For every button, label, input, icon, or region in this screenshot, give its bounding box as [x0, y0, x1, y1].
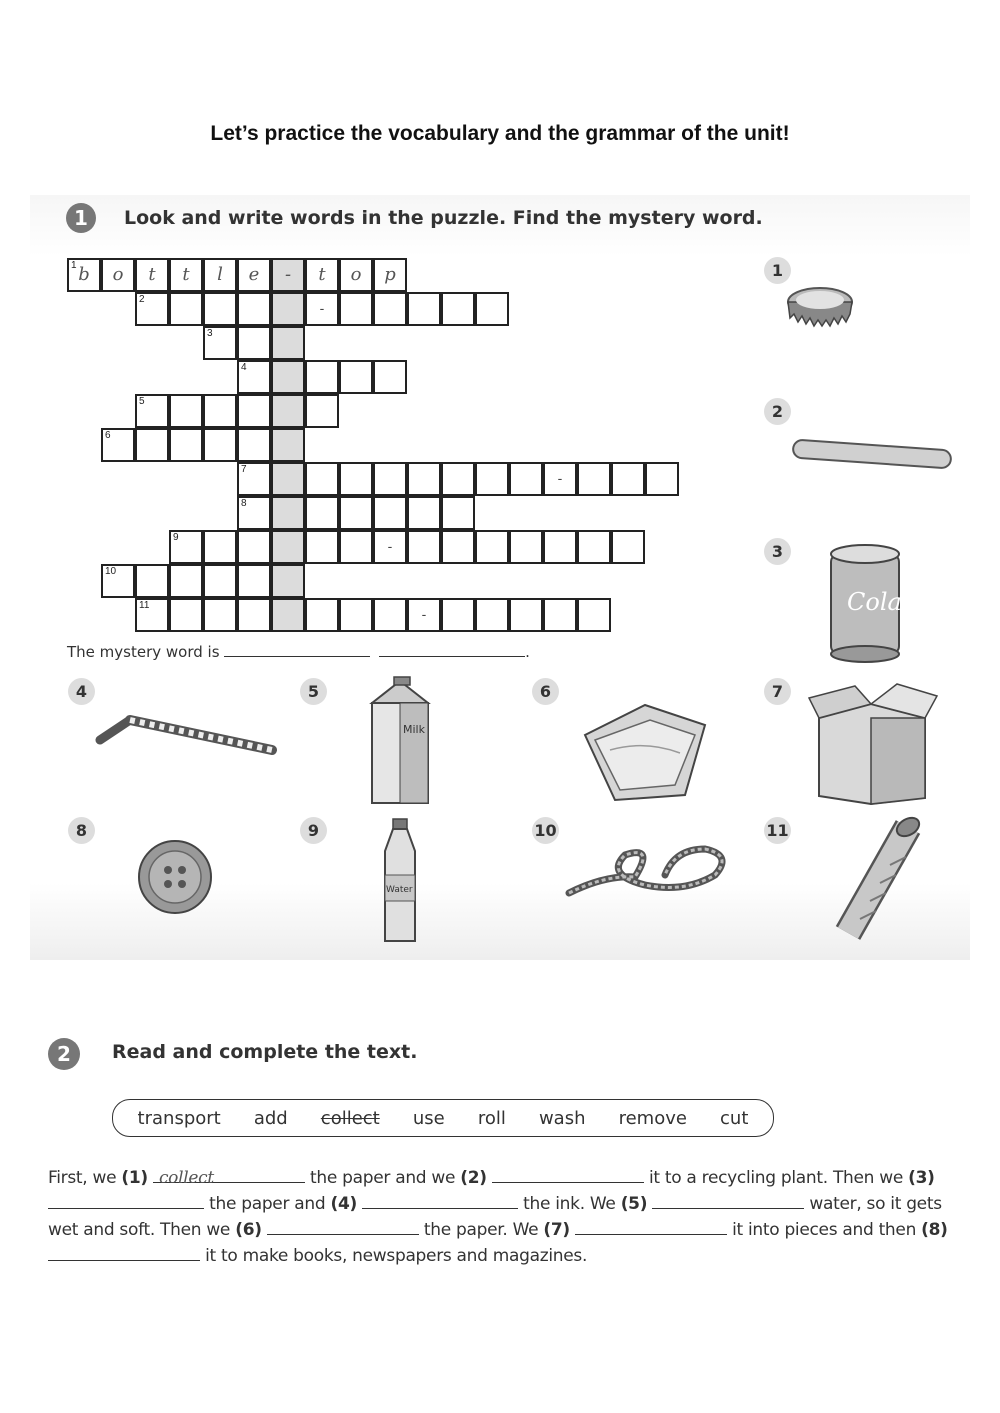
cardboard-box-icon: [805, 678, 940, 808]
clue-number: 11: [139, 600, 150, 611]
hyphen-mark: -: [319, 300, 325, 316]
word-bank-item-used: collect: [320, 1107, 380, 1129]
crossword-cell[interactable]: [441, 598, 475, 632]
crossword-cell[interactable]: [135, 598, 169, 632]
answer-letter: t: [318, 264, 326, 285]
exercise-2-badge: 2: [48, 1038, 80, 1070]
mystery-word-label: The mystery word is: [67, 643, 220, 661]
crossword-cell[interactable]: [271, 428, 305, 462]
lolly-stick-icon: [790, 437, 955, 477]
word-bank-item: wash: [538, 1107, 586, 1129]
crossword-cell[interactable]: [135, 292, 169, 326]
crossword-cell[interactable]: [373, 360, 407, 394]
answer-letter: o: [350, 264, 362, 285]
crossword-cell[interactable]: [373, 598, 407, 632]
crossword-cell[interactable]: [475, 462, 509, 496]
crossword-cell[interactable]: [339, 530, 373, 564]
crossword-cell[interactable]: [169, 258, 203, 292]
answer-letter: o: [112, 264, 124, 285]
svg-text:Water: Water: [386, 885, 413, 895]
crossword-cell[interactable]: [203, 598, 237, 632]
rope-icon: [565, 835, 735, 905]
crossword-cell[interactable]: [135, 564, 169, 598]
crossword-cell[interactable]: [373, 496, 407, 530]
crossword-cell[interactable]: [407, 462, 441, 496]
crossword-cell[interactable]: [577, 462, 611, 496]
crossword-cell[interactable]: [271, 360, 305, 394]
crossword-cell[interactable]: [407, 530, 441, 564]
crossword-cell[interactable]: [339, 360, 373, 394]
exercise-2-instruction: Read and complete the text.: [112, 1041, 418, 1063]
crossword-cell[interactable]: [271, 598, 305, 632]
answer-letter: l: [217, 264, 223, 285]
crossword-cell[interactable]: [509, 530, 543, 564]
crossword-cell[interactable]: [305, 530, 339, 564]
crossword-cell[interactable]: [237, 292, 271, 326]
crossword-cell[interactable]: [237, 564, 271, 598]
crossword-cell[interactable]: [271, 462, 305, 496]
crossword-cell[interactable]: [475, 292, 509, 326]
crossword-cell[interactable]: [237, 462, 271, 496]
drinking-straw-icon: [90, 710, 280, 770]
crossword-cell[interactable]: [339, 598, 373, 632]
crossword-cell[interactable]: [203, 428, 237, 462]
crossword-cell[interactable]: [305, 394, 339, 428]
clue-number: 6: [105, 430, 111, 441]
crossword-cell[interactable]: [271, 292, 305, 326]
crossword-cell[interactable]: [475, 530, 509, 564]
crossword-cell[interactable]: [509, 462, 543, 496]
crossword-cell[interactable]: [135, 428, 169, 462]
crossword-cell[interactable]: [237, 496, 271, 530]
drink-can-icon: [825, 540, 905, 665]
crossword-cell[interactable]: [237, 428, 271, 462]
crossword-cell[interactable]: [135, 258, 169, 292]
crossword-cell[interactable]: [339, 292, 373, 326]
clue-number: 2: [139, 294, 145, 305]
crossword-cell[interactable]: [169, 394, 203, 428]
crossword-cell[interactable]: [203, 564, 237, 598]
crossword-cell[interactable]: [203, 394, 237, 428]
crossword-cell[interactable]: [237, 394, 271, 428]
crossword-cell[interactable]: [169, 530, 203, 564]
crossword-cell[interactable]: [543, 598, 577, 632]
crossword-cell[interactable]: [441, 292, 475, 326]
answer-letter: p: [384, 264, 396, 285]
crossword-cell[interactable]: [407, 292, 441, 326]
picture-number-2: 2: [764, 398, 791, 425]
crossword-cell[interactable]: [203, 292, 237, 326]
crossword-cell[interactable]: [203, 326, 237, 360]
crossword-cell[interactable]: [101, 428, 135, 462]
mystery-word-blank-1[interactable]: [224, 656, 370, 657]
picture-number-3: 3: [764, 538, 791, 565]
hyphen-mark: -: [557, 470, 563, 486]
word-bank-item: use: [412, 1107, 445, 1129]
example-answer: collect: [158, 1168, 214, 1188]
answer-letter: e: [248, 264, 260, 285]
picture-number-7: 7: [764, 678, 791, 705]
crossword-cell[interactable]: [509, 598, 543, 632]
crossword-cell[interactable]: [271, 530, 305, 564]
crossword-cell[interactable]: [101, 564, 135, 598]
page-title: Let’s practice the vocabulary and the grammar of the unit!: [210, 122, 790, 145]
picture-number-6: 6: [532, 678, 559, 705]
exercise-1-badge: 1: [66, 203, 96, 233]
crossword-cell[interactable]: [169, 598, 203, 632]
crossword-cell[interactable]: [543, 462, 577, 496]
crossword-cell[interactable]: [169, 292, 203, 326]
picture-number-10: 10: [532, 817, 559, 844]
crossword-cell[interactable]: [407, 496, 441, 530]
crossword-cell[interactable]: [305, 360, 339, 394]
crossword-cell[interactable]: [441, 530, 475, 564]
crossword-cell[interactable]: [407, 598, 441, 632]
crossword-cell[interactable]: [611, 462, 645, 496]
crossword-cell[interactable]: [237, 598, 271, 632]
button-icon: [135, 837, 215, 917]
clue-number: 7: [241, 464, 247, 475]
hyphen-mark: -: [421, 606, 427, 622]
crossword-cell[interactable]: [169, 564, 203, 598]
crossword-cell[interactable]: [237, 360, 271, 394]
crossword-cell[interactable]: [67, 258, 101, 292]
hyphen-mark: -: [387, 538, 393, 554]
water-bottle-icon: [375, 817, 425, 945]
word-bank-item: add: [253, 1107, 288, 1129]
mystery-word-line: The mystery word is .: [67, 643, 530, 661]
bottle-top-icon: [780, 280, 860, 340]
crossword-cell[interactable]: [339, 496, 373, 530]
crossword-cell[interactable]: [441, 496, 475, 530]
exercise-1-instruction: Look and write words in the puzzle. Find the mystery word.: [124, 207, 763, 229]
crossword-cell[interactable]: [135, 394, 169, 428]
gap-7[interactable]: [575, 1217, 727, 1235]
toilet-roll-tube-icon: [830, 815, 925, 945]
word-bank: [112, 1099, 774, 1137]
crossword-cell[interactable]: [237, 258, 271, 292]
crossword-cell[interactable]: [305, 258, 339, 292]
milk-carton-icon: [360, 673, 440, 808]
crossword-cell[interactable]: [611, 530, 645, 564]
crossword-cell[interactable]: [305, 292, 339, 326]
answer-letter: t: [182, 264, 190, 285]
crossword-cell[interactable]: [373, 530, 407, 564]
gap-5[interactable]: [652, 1191, 804, 1209]
gap-fill-text: First, we (1) collect the paper and we (2) it to a recycling plant. Then we (3) the paper and (4) the ink. We (5) water, so it gets wet and soft. Then we (6) the paper. We (7) it into pieces and then (8) it to make books, newspapers and magazines.: [48, 1165, 960, 1269]
clue-number: 9: [173, 532, 179, 543]
crossword-cell[interactable]: [373, 258, 407, 292]
crossword-cell[interactable]: [373, 462, 407, 496]
crossword-cell[interactable]: [101, 258, 135, 292]
crossword-cell[interactable]: [305, 462, 339, 496]
crossword-cell[interactable]: [577, 598, 611, 632]
clue-number: 10: [105, 566, 117, 577]
clue-number: 3: [207, 328, 213, 339]
gap-4[interactable]: [362, 1191, 518, 1209]
crossword-cell[interactable]: [271, 326, 305, 360]
crossword-cell[interactable]: [203, 258, 237, 292]
clue-number: 8: [241, 498, 247, 509]
word-bank-item: remove: [618, 1107, 687, 1129]
gap-2[interactable]: [492, 1165, 644, 1183]
crossword-cell[interactable]: [237, 326, 271, 360]
svg-text:Milk: Milk: [403, 723, 425, 736]
crossword-cell[interactable]: [577, 530, 611, 564]
word-bank-item: transport: [137, 1107, 221, 1129]
crossword-cell[interactable]: [339, 258, 373, 292]
picture-number-5: 5: [300, 678, 327, 705]
clue-number: 1: [71, 260, 77, 271]
gap-8[interactable]: [48, 1243, 200, 1261]
gap-6[interactable]: [267, 1217, 419, 1235]
gap-1[interactable]: [153, 1165, 305, 1188]
answer-letter: -: [284, 264, 292, 285]
clue-number: 5: [139, 396, 145, 407]
crossword-cell[interactable]: [305, 496, 339, 530]
crossword-cell[interactable]: [339, 462, 373, 496]
crossword-cell[interactable]: [373, 292, 407, 326]
mystery-word-blank-2[interactable]: [379, 656, 525, 657]
clue-number: 4: [241, 362, 247, 373]
paper-bag-icon: [575, 695, 715, 805]
gap-3[interactable]: [48, 1191, 204, 1209]
picture-number-11: 11: [764, 817, 791, 844]
svg-text:Cola: Cola: [847, 588, 902, 616]
answer-letter: b: [78, 264, 90, 285]
crossword-cell[interactable]: [271, 394, 305, 428]
word-bank-item: cut: [720, 1107, 749, 1129]
crossword-cell[interactable]: [237, 530, 271, 564]
crossword-cell[interactable]: [271, 258, 305, 292]
crossword-cell[interactable]: [169, 428, 203, 462]
crossword-cell[interactable]: [271, 564, 305, 598]
crossword-cell[interactable]: [271, 496, 305, 530]
crossword-cell[interactable]: [305, 598, 339, 632]
exercise-1-panel: [30, 195, 970, 960]
answer-letter: t: [148, 264, 156, 285]
crossword-cell[interactable]: [543, 530, 577, 564]
crossword-cell[interactable]: [645, 462, 679, 496]
picture-number-4: 4: [68, 678, 95, 705]
crossword-cell[interactable]: [475, 598, 509, 632]
picture-number-8: 8: [68, 817, 95, 844]
picture-number-9: 9: [300, 817, 327, 844]
picture-number-1: 1: [764, 257, 791, 284]
crossword-cell[interactable]: [441, 462, 475, 496]
crossword-cell[interactable]: [203, 530, 237, 564]
word-bank-item: roll: [477, 1107, 506, 1129]
